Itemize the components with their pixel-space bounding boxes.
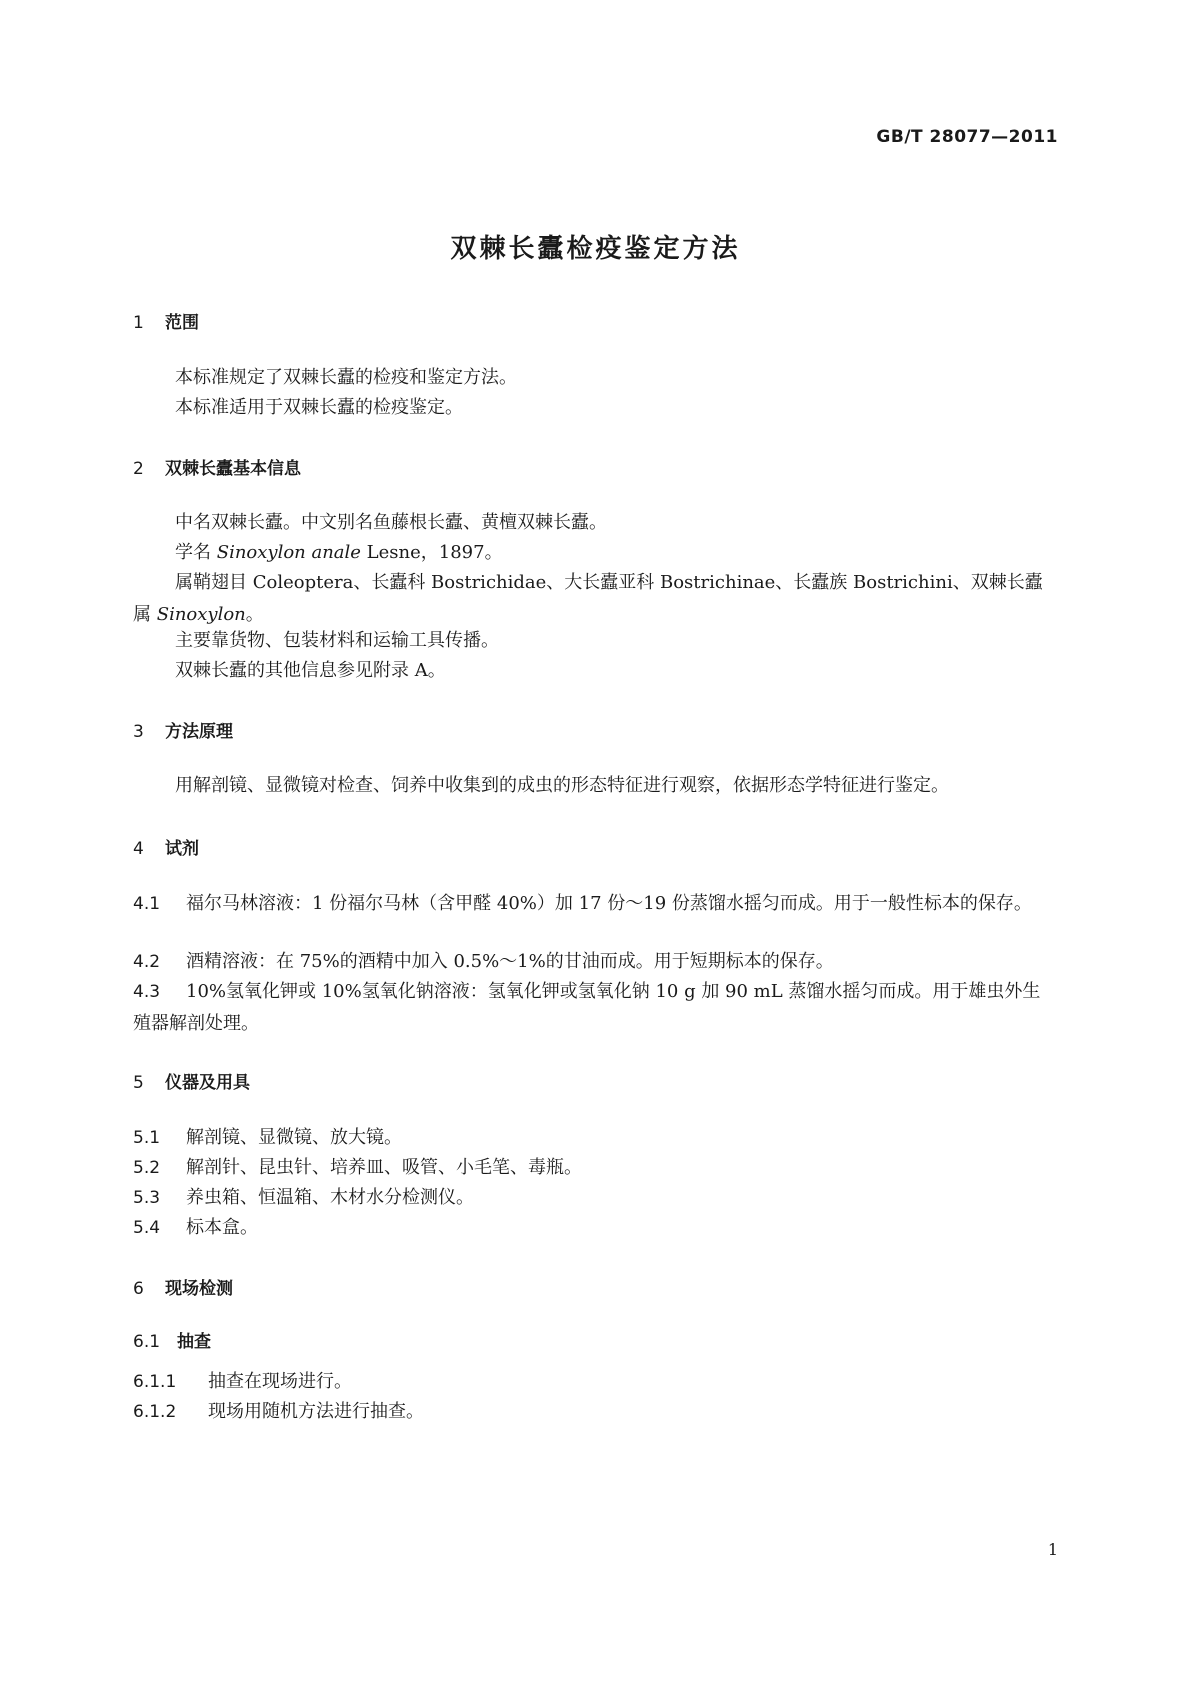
clause-text: 10%氢氧化钾或 10%氢氧化钠溶液：氢氧化钾或氢氧化钠 10 g 加 90 mL 蒸馏水摇匀而成。用于雄虫外生殖器解剖处理。 [133, 981, 1041, 1034]
section-number: 5 [133, 1073, 144, 1093]
section-title: 双棘长蠹基本信息 [165, 459, 301, 479]
section-1-heading [133, 308, 199, 333]
paragraph: 用解剖镜、显微镜对检查、饲养中收集到的成虫的形态特征进行观察，依据形态学特征进行鉴定。 [175, 775, 949, 796]
taxonomy-paragraph [133, 567, 1058, 631]
clause-5-3 [133, 1182, 1058, 1214]
label: 学名 [175, 542, 217, 563]
clause-number: 5.1 [133, 1128, 161, 1148]
section-title: 试剂 [165, 839, 199, 859]
section-title: 仪器及用具 [165, 1073, 250, 1093]
author-year: Lesne，1897。 [360, 542, 503, 563]
page-number: 1 [1047, 1540, 1058, 1559]
paragraph: 双棘长蠹的其他信息参见附录 A。 [175, 660, 446, 681]
paragraph: 本标准规定了双棘长蠹的检疫和鉴定方法。 [175, 367, 517, 388]
clause-number: 6.1.2 [133, 1402, 177, 1422]
section-number: 3 [133, 722, 144, 742]
clause-text: 养虫箱、恒温箱、木材水分检测仪。 [186, 1187, 474, 1208]
clause-text: 标本盒。 [186, 1217, 258, 1238]
section-3-heading [133, 717, 233, 742]
clause-4-3 [133, 976, 1058, 1040]
scientific-name-paragraph [175, 537, 1058, 569]
clause-number: 5.3 [133, 1188, 161, 1208]
section-5-heading [133, 1068, 250, 1093]
section-4-heading [133, 834, 199, 859]
paragraph: 中名双棘长蠹。中文别名鱼藤根长蠹、黄檀双棘长蠹。 [175, 512, 607, 533]
clause-6-1-2 [133, 1396, 1058, 1428]
subsection-title: 抽查 [177, 1332, 211, 1352]
section-number: 4 [133, 839, 144, 859]
clause-number: 5.2 [133, 1158, 161, 1178]
scientific-name: Sinoxylon anale [216, 542, 361, 563]
clause-text: 酒精溶液：在 75%的酒精中加入 0.5%～1%的甘油而成。用于短期标本的保存。 [186, 951, 834, 972]
clause-text: 解剖针、昆虫针、培养皿、吸管、小毛笔、毒瓶。 [186, 1157, 582, 1178]
clause-5-2 [133, 1152, 1058, 1184]
taxonomy-text: 属鞘翅目 Coleoptera、长蠹科 Bostrichidae、大长蠹亚科 Bostrichinae、长蠹族 Bostrichini、双棘长蠹属 [133, 572, 1043, 625]
clause-5-4 [133, 1212, 1058, 1244]
section-6-heading [133, 1274, 233, 1299]
sentence-end: 。 [245, 604, 264, 625]
clause-number: 4.2 [133, 952, 161, 972]
section-title: 现场检测 [165, 1279, 233, 1299]
clause-text: 解剖镜、显微镜、放大镜。 [186, 1127, 402, 1148]
clause-6-1-1 [133, 1366, 1058, 1398]
section-number: 2 [133, 459, 144, 479]
section-title: 方法原理 [165, 722, 233, 742]
clause-number: 4.1 [133, 894, 161, 914]
section-number: 1 [133, 313, 144, 333]
section-number: 6 [133, 1279, 144, 1299]
clause-number: 4.3 [133, 982, 161, 1002]
clause-4-1 [133, 888, 1058, 920]
section-2-heading [133, 454, 301, 479]
clause-5-1 [133, 1122, 1058, 1154]
paragraph: 主要靠货物、包装材料和运输工具传播。 [175, 630, 499, 651]
clause-text: 福尔马林溶液：1 份福尔马林（含甲醛 40%）加 17 份～19 份蒸馏水摇匀而成。用于一般性标本的保存。 [186, 893, 1032, 914]
section-title: 范围 [165, 313, 199, 333]
clause-text: 现场用随机方法进行抽查。 [208, 1401, 424, 1422]
clause-number: 6.1.1 [133, 1372, 177, 1392]
clause-number: 5.4 [133, 1218, 161, 1238]
genus-name: Sinoxylon [156, 604, 246, 625]
paragraph: 本标准适用于双棘长蠹的检疫鉴定。 [175, 397, 463, 418]
clause-4-2 [133, 946, 1058, 978]
clause-text: 抽查在现场进行。 [208, 1371, 352, 1392]
document-title: 双棘长蠹检疫鉴定方法 [450, 234, 741, 264]
subsection-6-1-heading [133, 1327, 211, 1352]
subsection-number: 6.1 [133, 1332, 161, 1352]
standard-number: GB/T 28077—2011 [876, 127, 1058, 147]
